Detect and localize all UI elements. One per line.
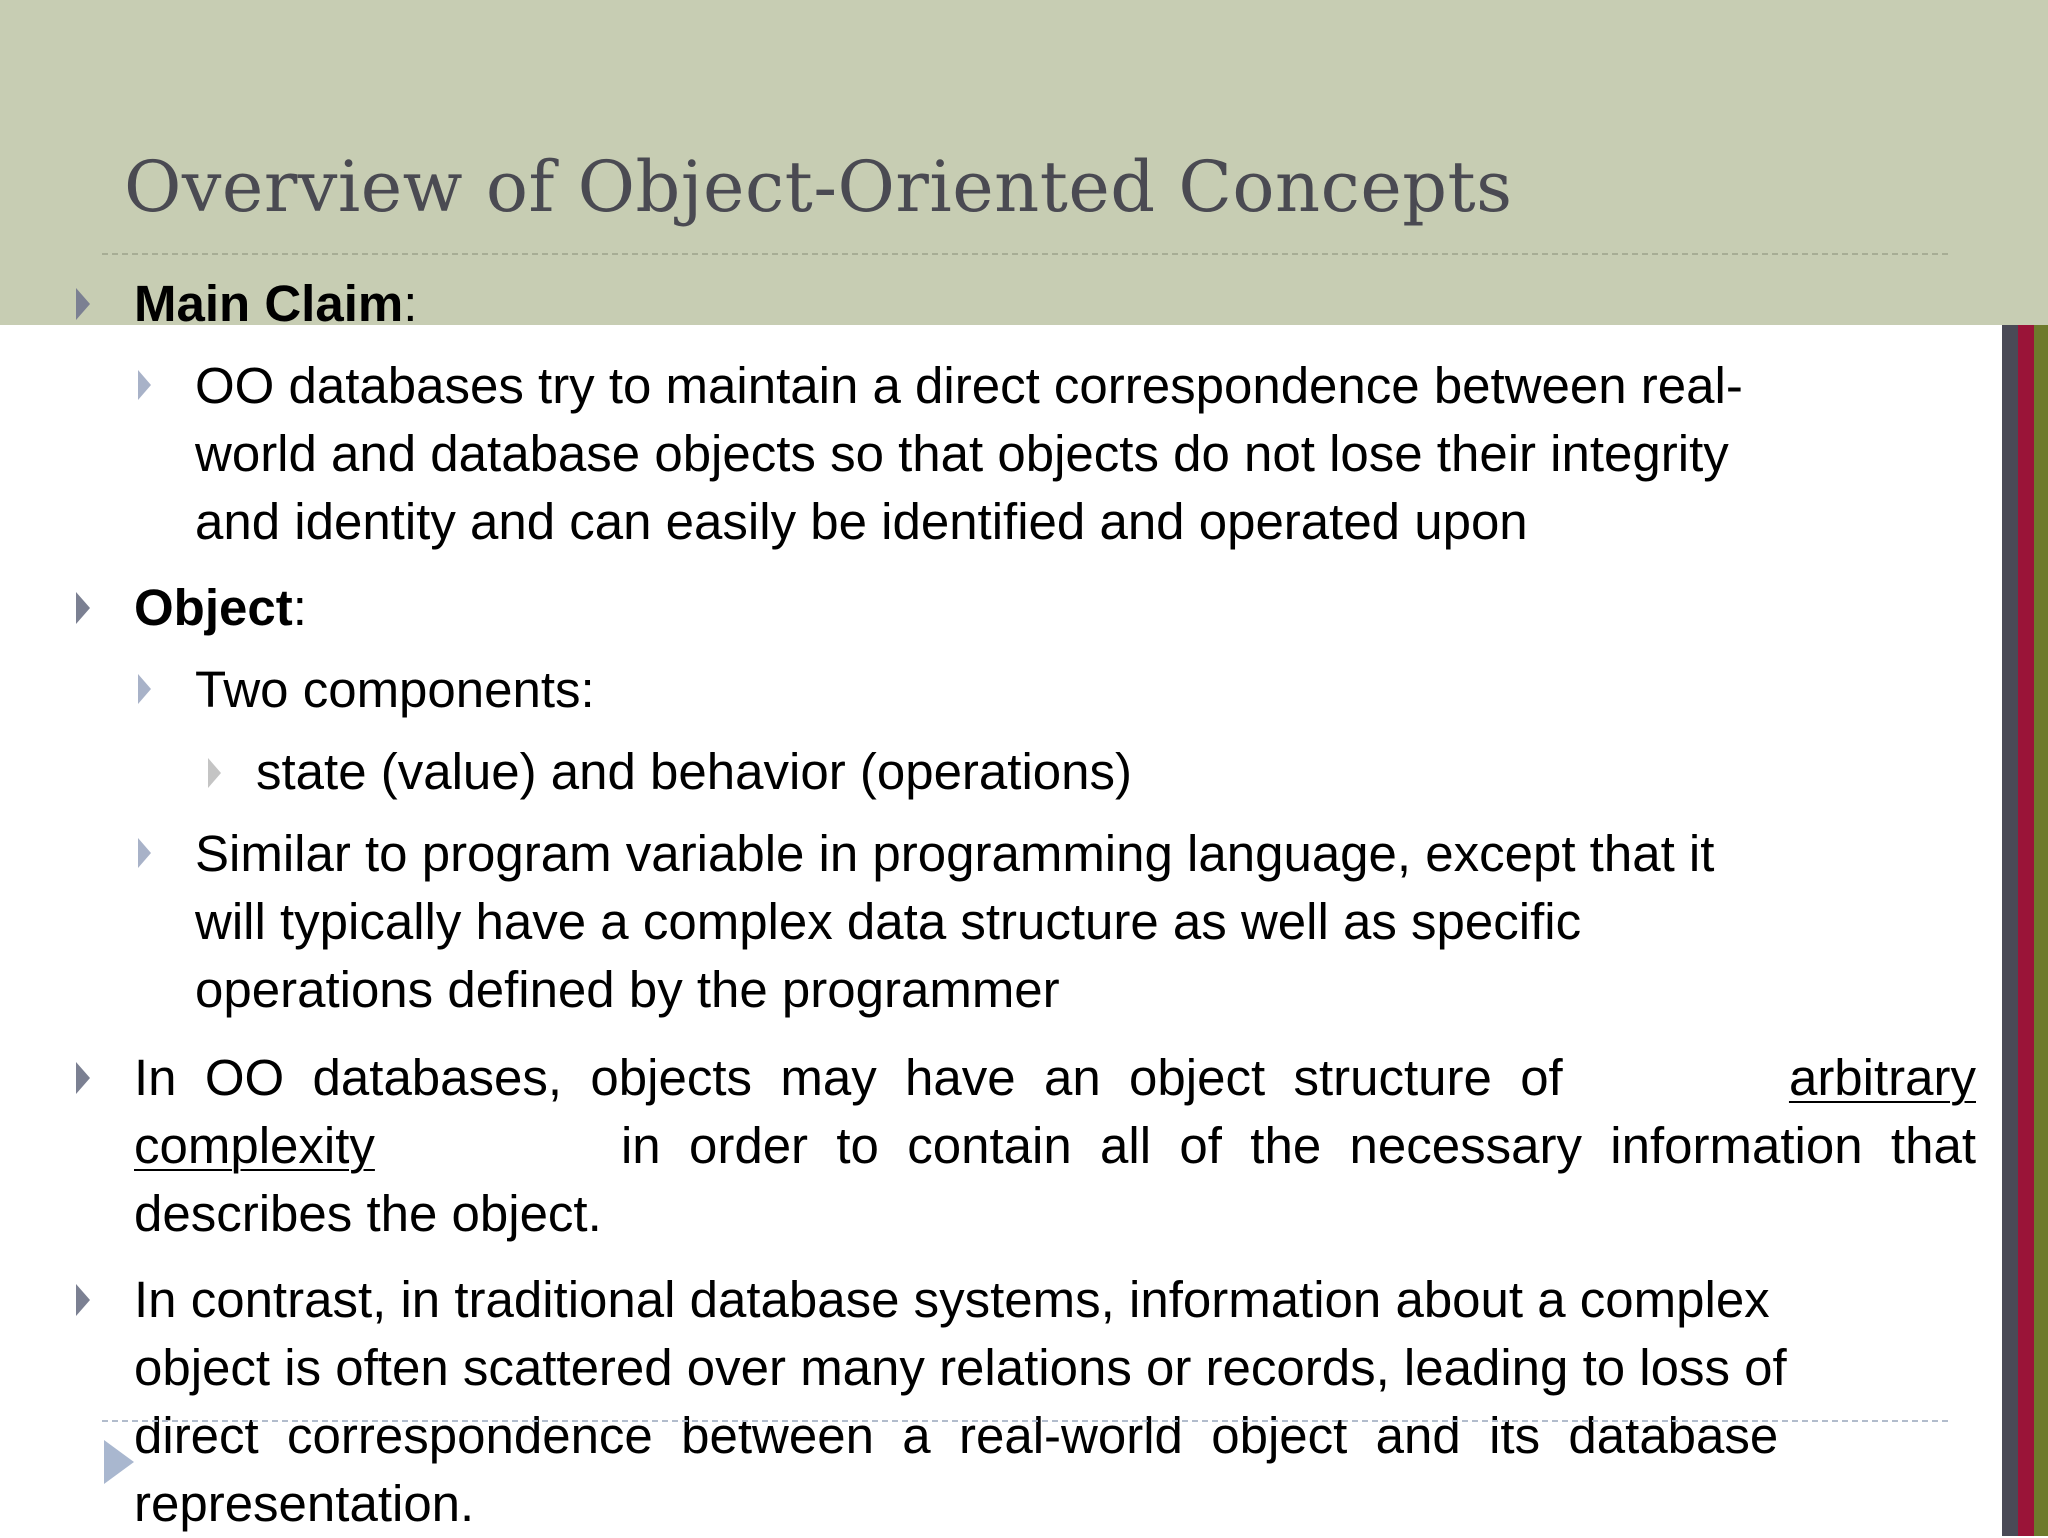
contrast-line-1: In contrast, in traditional database systems, information about a complex — [134, 1271, 1770, 1328]
similar-line-1: Similar to program variable in programming language, except that it — [195, 825, 1715, 882]
side-stripe-green — [2034, 325, 2048, 1536]
object-heading — [134, 574, 307, 642]
main-claim-colon: : — [403, 275, 418, 332]
main-claim-line-1: OO databases try to maintain a direct correspondence between real- — [195, 357, 1743, 414]
similar-line-2: will typically have a complex data structure as well as specific — [195, 893, 1582, 950]
footer-arrow-icon — [104, 1440, 134, 1484]
bullet-arrow-icon — [76, 592, 90, 624]
similar-line-3: operations defined by the programmer — [195, 961, 1060, 1018]
contrast-line-2: object is often scattered over many relations or records, leading to loss of — [134, 1339, 1787, 1396]
contrast-line-4: representation. — [134, 1475, 475, 1532]
sub-bullet-arrow-icon — [138, 674, 151, 704]
bullet-arrow-icon — [76, 1062, 90, 1094]
complexity-underlined-text: complexity — [134, 1117, 375, 1174]
slide-title: Overview of Object-Oriented Concepts — [124, 146, 1513, 228]
side-stripe-dark — [2002, 325, 2018, 1536]
footer-divider — [102, 1420, 1948, 1422]
main-claim-label: Main Claim — [134, 275, 404, 332]
oo-point-line-2 — [134, 1112, 1976, 1180]
main-claim-heading — [134, 270, 417, 338]
sub-bullet-arrow-icon — [138, 370, 151, 400]
sub-bullet-arrow-icon — [138, 838, 151, 868]
components-detail-text: state (value) and behavior (operations) — [256, 743, 1132, 800]
main-claim-line-2: world and database objects so that objects do not lose their integrity — [195, 425, 1729, 482]
main-claim-line-3: and identity and can easily be identified and operated upon — [195, 493, 1528, 550]
bullet-arrow-icon — [76, 1284, 90, 1316]
sub-sub-bullet-arrow-icon — [208, 758, 221, 788]
title-divider — [102, 253, 1948, 255]
bullet-arrow-icon — [76, 288, 90, 320]
oo-point-line-1 — [134, 1044, 1976, 1112]
arbitrary-underlined-text: arbitrary — [1788, 1049, 1976, 1106]
contrast-line-3: direct correspondence between a real-world object and its database — [134, 1407, 1779, 1464]
oo-point-line-2-text: in order to contain all of the necessary information that — [606, 1117, 1976, 1174]
object-label: Object — [134, 579, 293, 636]
oo-point-line-3: describes the object. — [134, 1185, 602, 1242]
oo-point-line-1-text: In OO databases, objects may have an object structure of — [134, 1049, 1577, 1106]
two-components-text: Two components: — [195, 661, 595, 718]
object-colon: : — [292, 579, 307, 636]
side-stripe-red — [2018, 325, 2034, 1536]
